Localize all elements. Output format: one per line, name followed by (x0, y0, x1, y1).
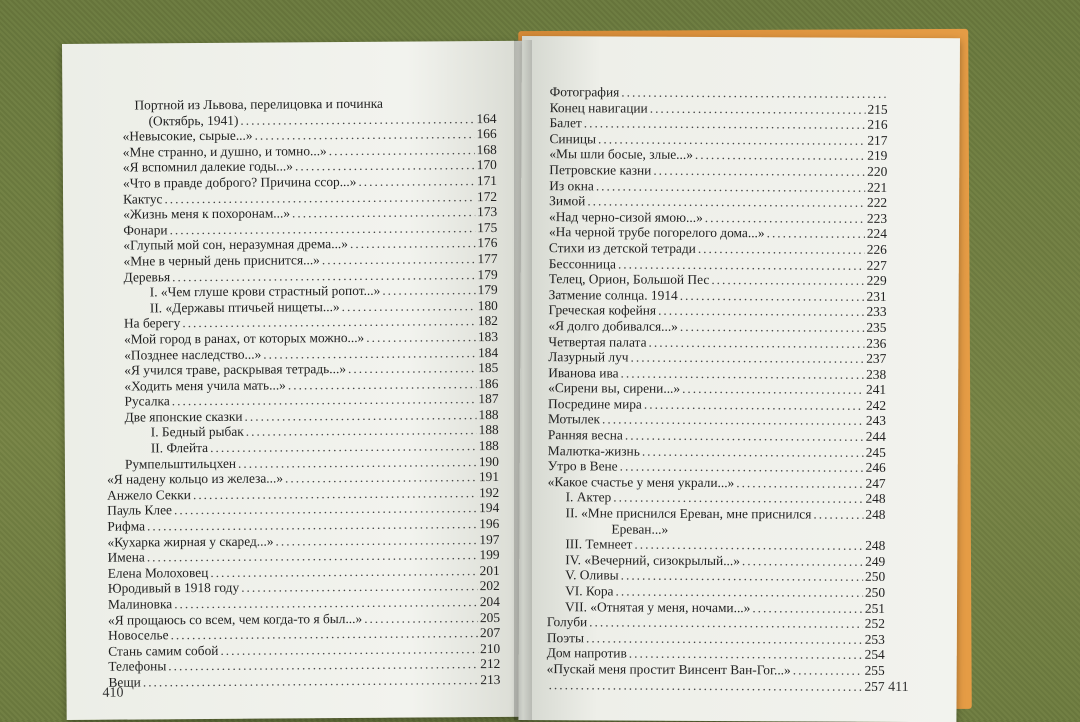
toc-entry-page: 171 (476, 172, 498, 189)
dot-leader (254, 126, 474, 143)
dot-leader (793, 662, 863, 678)
toc-entry (547, 536, 885, 553)
toc-entry-page: 215 (867, 101, 888, 117)
toc-entry-title: Конец навигации (549, 99, 648, 116)
toc-entry-title: «Я прощаюсь со всем, чем когда-то я был...» (107, 610, 363, 628)
toc-entry-page: 205 (479, 609, 501, 625)
dot-leader (244, 407, 476, 424)
toc-entry (549, 147, 887, 164)
toc-entry-page: 180 (477, 297, 498, 313)
dot-leader (366, 329, 476, 345)
dot-leader (736, 475, 863, 491)
toc-entry (547, 568, 885, 585)
toc-entry-page: 227 (866, 257, 887, 273)
toc-entry-title: I. «Чем глуше крови страстный ропот...» (149, 282, 381, 300)
toc-entry-page: 250 (865, 569, 886, 585)
dot-leader (292, 204, 475, 221)
dot-leader (586, 630, 863, 647)
toc-entry-page: 255 (864, 662, 885, 678)
toc-entry-title: На берегу (123, 315, 181, 331)
toc-entry-page: 248 (865, 506, 886, 522)
toc-entry-page: 213 (480, 671, 501, 688)
toc-entry (549, 287, 887, 304)
dot-leader (642, 443, 864, 460)
toc-entry-title: «Невысокие, сырые...» (122, 127, 253, 144)
toc-entry-title: Петровские казни (549, 162, 652, 178)
toc-entry-page: 224 (866, 226, 888, 242)
toc-entry-page: 187 (478, 391, 499, 407)
toc-entry-title: Имена (107, 549, 145, 565)
dot-leader (752, 600, 863, 616)
toc-entry-title: V. Оливы (565, 567, 619, 583)
toc-entry-title: Новоселье (108, 627, 169, 643)
toc-entry-page: 192 (478, 484, 500, 500)
toc-entry-title: Стихи из детской тетради (548, 240, 696, 256)
toc-entry (549, 271, 887, 288)
toc-entry-page: 254 (864, 647, 885, 663)
toc-entry (548, 490, 886, 507)
toc-entry-page: 221 (867, 179, 888, 195)
toc-entry-page: 244 (865, 428, 886, 444)
book-gutter (514, 40, 532, 720)
dot-leader (210, 563, 477, 580)
toc-entry-page: 204 (479, 593, 500, 610)
dot-leader (650, 100, 866, 117)
dot-leader (621, 365, 865, 382)
toc-entry (108, 672, 500, 690)
toc-entry-title: «Мне в черный день приснится...» (123, 252, 320, 269)
toc-entry-page: 199 (479, 547, 500, 563)
toc-entry-page: 197 (479, 531, 500, 547)
toc-entry-title: Синицы (549, 130, 597, 147)
page-number-right: 411 (888, 679, 909, 696)
toc-entry-title: «На черной трубе погорелого дома...» (548, 224, 765, 241)
right-page (518, 36, 960, 722)
toc-entry-title: Кактус (123, 190, 163, 207)
dot-leader (695, 147, 865, 163)
toc-entry-page: 242 (865, 397, 887, 413)
dot-leader (143, 672, 479, 690)
dot-leader (615, 583, 863, 600)
toc-entry-page: 235 (866, 319, 887, 335)
toc-entry-title: Лазурный луч (548, 349, 629, 365)
toc-entry-title: «Позднее наследство...» (124, 346, 262, 363)
toc-entry-page: 173 (477, 204, 498, 220)
toc-entry-title: Ранняя весна (547, 427, 623, 443)
toc-entry (547, 583, 885, 600)
toc-entry-title: Зимой (549, 193, 586, 209)
toc-entry-page: 202 (479, 578, 500, 594)
toc-entry-page: 194 (479, 500, 500, 516)
toc-entry-page: 179 (477, 282, 498, 298)
toc-entry-page: 166 (476, 126, 497, 142)
toc-entry-page: 219 (867, 148, 888, 164)
toc-entry (550, 115, 888, 132)
toc-entry-page: 210 (480, 640, 501, 656)
toc-entry-title: Анжело Секки (107, 486, 191, 503)
toc-entry-page: 177 (477, 250, 498, 267)
dot-leader (350, 235, 475, 251)
toc-entry-title: Стань самим собой (108, 642, 219, 659)
toc-entry-title: Бессонница (548, 255, 617, 272)
dot-leader (263, 345, 476, 362)
dot-leader (711, 272, 864, 288)
dot-leader (602, 412, 864, 429)
dot-leader (364, 610, 478, 626)
toc-entry-page: 217 (867, 132, 888, 148)
toc-entry-title: I. Бедный рыбак (150, 424, 244, 440)
toc-entry (547, 677, 885, 694)
toc-entry-title: «Глупый мой сон, неразумная дрема...» (123, 236, 349, 253)
toc-entry-page: 248 (865, 491, 886, 507)
toc-entry (547, 646, 885, 663)
toc-entry-page: 175 (477, 219, 498, 235)
toc-entry-page: 179 (477, 266, 498, 282)
toc-entry-title: VII. «Отнятая у меня, ночами...» (564, 598, 751, 615)
toc-entry-title: (Октябрь, 1941) (148, 112, 239, 128)
dot-leader (358, 173, 475, 189)
toc-entry-title: «Сирени вы, сирени...» (548, 380, 681, 397)
toc-entry-title: Юродивый в 1918 году (107, 580, 240, 597)
toc-entry-title: «Я долго добивался...» (548, 318, 678, 334)
toc-entry-page: 188 (478, 406, 499, 422)
toc-entry-title: Две японские сказки (124, 408, 243, 425)
dot-leader (275, 532, 477, 549)
toc-entry-page: 229 (866, 272, 887, 289)
dot-leader (629, 646, 863, 663)
toc-entry (547, 505, 885, 522)
toc-entry (548, 458, 886, 475)
toc-entry-title: Четвертая палата (548, 333, 647, 350)
toc-entry-title: Елена Молоховец (107, 564, 209, 581)
toc-entry-page: 251 (864, 600, 886, 616)
dot-leader (322, 251, 476, 268)
toc-entry-page: 231 (866, 288, 887, 304)
dot-leader (618, 256, 865, 273)
toc-entry (548, 380, 886, 397)
toc-entry-page: 168 (476, 141, 497, 157)
dot-leader (210, 438, 477, 455)
toc-entry (547, 630, 885, 647)
toc-entry-page: 190 (478, 453, 499, 469)
dot-leader (246, 423, 477, 440)
toc-entry-page: 185 (478, 360, 499, 376)
toc-entry-title: Телефоны (108, 658, 167, 675)
dot-leader (698, 241, 865, 257)
toc-entry-title: II. «Мне приснился Ереван, мне приснился (565, 505, 812, 522)
dot-leader (705, 210, 865, 226)
dot-leader (382, 282, 475, 298)
toc-entry-title: Малютка-жизнь (547, 442, 640, 459)
toc-entry-title: Балет (549, 115, 582, 131)
dot-leader (589, 615, 863, 632)
toc-entry-title: Утро в Вене (547, 458, 618, 474)
dot-leader (238, 454, 477, 471)
toc-entry-page: 188 (478, 438, 499, 454)
toc-entry-page: 243 (865, 413, 887, 429)
toc-entry-title: I. Актер (565, 489, 612, 505)
dot-leader (653, 163, 865, 180)
toc-entry-title: «Жизнь меня к похоронам...» (123, 205, 291, 222)
left-page (62, 41, 527, 720)
dot-leader (630, 350, 864, 367)
dot-leader (329, 142, 475, 159)
toc-entry-page: 241 (866, 382, 887, 398)
toc-entry (549, 131, 887, 148)
toc-entry-page: 223 (866, 210, 888, 226)
toc-entry-title: Поэты (546, 629, 585, 646)
toc-entry-page: 170 (476, 157, 497, 173)
toc-entry-title: «Я учился траве, раскрывая тетрадь...» (124, 361, 347, 378)
toc-entry-page: 201 (479, 562, 500, 578)
toc-entry (548, 318, 886, 335)
toc-entry-title: Фонари (123, 222, 168, 238)
toc-entry (547, 599, 885, 616)
toc-entry-page: 176 (477, 235, 498, 251)
dot-leader (295, 157, 475, 174)
toc-entry-page: 253 (864, 631, 885, 647)
toc-entry-page: 222 (867, 194, 888, 211)
toc-entry-title: «Что в правде доброго? Причина ссор...» (122, 173, 357, 191)
toc-entry-title: Ереван...» (611, 521, 669, 537)
toc-entry-title: Греческая кофейня (548, 302, 657, 319)
toc-entry-page: 257 (864, 678, 885, 694)
toc-entry-title: Румпельштильцхен (124, 455, 237, 472)
toc-entry-page: 226 (866, 241, 887, 257)
toc-entry (549, 256, 887, 273)
toc-entry-page: 184 (478, 344, 499, 360)
toc-entry (550, 84, 888, 101)
toc-entry-page: 237 (866, 350, 887, 367)
dot-leader (648, 334, 864, 351)
toc-entry (549, 209, 887, 226)
dot-leader (644, 397, 864, 414)
toc-entry-page: 238 (866, 366, 887, 382)
toc-entry-page: 164 (476, 110, 497, 126)
toc-entry-title: Русалка (124, 393, 170, 409)
toc-entry-title: Малиновка (107, 596, 173, 612)
toc-entry (548, 396, 886, 413)
dot-leader (220, 641, 478, 658)
toc-list-left (104, 95, 500, 690)
toc-entry-page: 183 (477, 328, 499, 345)
toc-entry (549, 240, 887, 257)
dot-leader (549, 677, 863, 694)
toc-entry-page: 246 (865, 460, 886, 476)
dot-leader (658, 303, 864, 320)
toc-entry-page: 186 (478, 375, 499, 391)
dot-leader (596, 178, 865, 195)
toc-entry-page: 252 (864, 615, 885, 632)
toc-entry-page: 245 (865, 444, 886, 460)
toc-entry-page: 248 (865, 538, 886, 554)
toc-entry-page: 172 (476, 188, 498, 204)
toc-entry-page: 250 (864, 584, 886, 600)
toc-entry-page: 249 (865, 553, 886, 569)
toc-entry-title: Голуби (546, 614, 588, 630)
toc-entry-title: IV. «Вечерний, сизокрылый...» (565, 552, 740, 568)
dot-leader (742, 553, 863, 569)
toc-entry-title: Вещи (108, 674, 141, 690)
dot-leader (620, 459, 864, 476)
dot-leader (288, 376, 477, 393)
toc-entry (549, 162, 887, 179)
dot-leader (385, 107, 494, 108)
dot-leader (682, 381, 864, 398)
toc-entry (548, 412, 886, 429)
dot-leader (680, 288, 865, 305)
toc-entry-title: VI. Кора (565, 583, 614, 599)
dot-leader (813, 507, 863, 523)
toc-entry (547, 661, 885, 678)
toc-entry-title: «Я вспомнил далекие годы...» (122, 158, 294, 175)
toc-entry-title: «Какое счастье у меня украли...» (547, 473, 735, 490)
toc-entry-page: 236 (866, 335, 887, 351)
toc-list-right (547, 84, 888, 694)
toc-entry (549, 302, 887, 319)
toc-entry-page: 207 (479, 625, 501, 641)
toc-entry-title: Из окна (549, 177, 594, 193)
toc-entry-title: Посредине мира (548, 396, 642, 412)
toc-entry (548, 427, 886, 444)
dot-leader (342, 298, 476, 315)
toc-entry-page: 220 (867, 163, 888, 179)
toc-entry (549, 224, 887, 241)
toc-entry-title: «Я надену кольцо из железа...» (106, 470, 284, 487)
dot-leader (767, 226, 865, 242)
dot-leader (348, 360, 476, 376)
toc-entry-title: Портной из Львова, перелицовка и починка (134, 95, 384, 113)
dot-leader (285, 469, 477, 486)
toc-entry-page: 191 (478, 469, 500, 485)
toc-entry (547, 552, 885, 569)
toc-entry-page: 233 (866, 304, 887, 320)
page-number-left: 410 (102, 685, 124, 701)
toc-entry-title: Фотография (549, 84, 620, 100)
toc-entry (549, 193, 887, 210)
toc-entry (547, 614, 885, 631)
dot-leader (587, 194, 865, 211)
toc-entry-title: «Кухарка жирная у скаред...» (107, 533, 274, 550)
toc-entry (549, 178, 887, 195)
toc-entry-title: «Мы шли босые, злые...» (549, 146, 693, 163)
toc-entry-title: Рифма (107, 518, 146, 534)
toc-entry-title: «Пускай меня простит Винсент Ван-Гог...» (546, 661, 791, 678)
dot-leader (240, 111, 474, 128)
toc-entry-page: 216 (867, 116, 888, 133)
dot-leader (680, 319, 865, 336)
dot-leader (598, 131, 865, 148)
toc-entry-title: Дом напротив (546, 645, 627, 661)
toc-entry-page: 196 (479, 515, 500, 532)
toc-entry-title: III. Темнеет (565, 536, 633, 552)
toc-entry-title: Иванова ива (548, 364, 619, 381)
toc-entry-title: «Ходить меня учила мать...» (124, 377, 286, 394)
toc-entry-title: «Мой город в ранах, от которых можно...» (124, 329, 365, 347)
toc-entry-page: 212 (480, 656, 501, 672)
toc-entry-title: «Мне странно, и душно, и томно...» (122, 142, 327, 160)
dot-leader (621, 568, 864, 585)
dot-leader (241, 579, 478, 596)
toc-entry-title: «Над черно-сизой ямою...» (549, 208, 703, 225)
toc-entry-title: Затмение солнца. 1914 (548, 286, 678, 303)
dot-leader (613, 490, 863, 507)
toc-entry-title: Телец, Орион, Большой Пес (548, 271, 710, 288)
toc-entry (548, 474, 886, 491)
toc-entry-title: Деревья (123, 268, 171, 285)
toc-entry-title: II. «Державы птичьей нищеты...» (149, 298, 340, 316)
toc-entry (548, 334, 886, 351)
toc-entry (550, 100, 888, 117)
toc-entry (548, 443, 886, 460)
dot-leader (634, 537, 863, 554)
dot-leader (584, 116, 866, 133)
toc-entry-title: II. Флейта (150, 440, 209, 456)
toc-entry-page: 182 (477, 313, 498, 329)
dot-leader (670, 533, 883, 534)
toc-entry-title: Пауль Клее (107, 502, 172, 519)
dot-leader (621, 85, 885, 102)
toc-entry (548, 349, 886, 366)
toc-entry-page: 188 (478, 422, 499, 438)
toc-entry (548, 365, 886, 382)
toc-entry (547, 521, 885, 538)
dot-leader (625, 428, 864, 445)
toc-entry-title: Мотылек (547, 411, 601, 427)
toc-entry-page: 247 (865, 475, 886, 491)
